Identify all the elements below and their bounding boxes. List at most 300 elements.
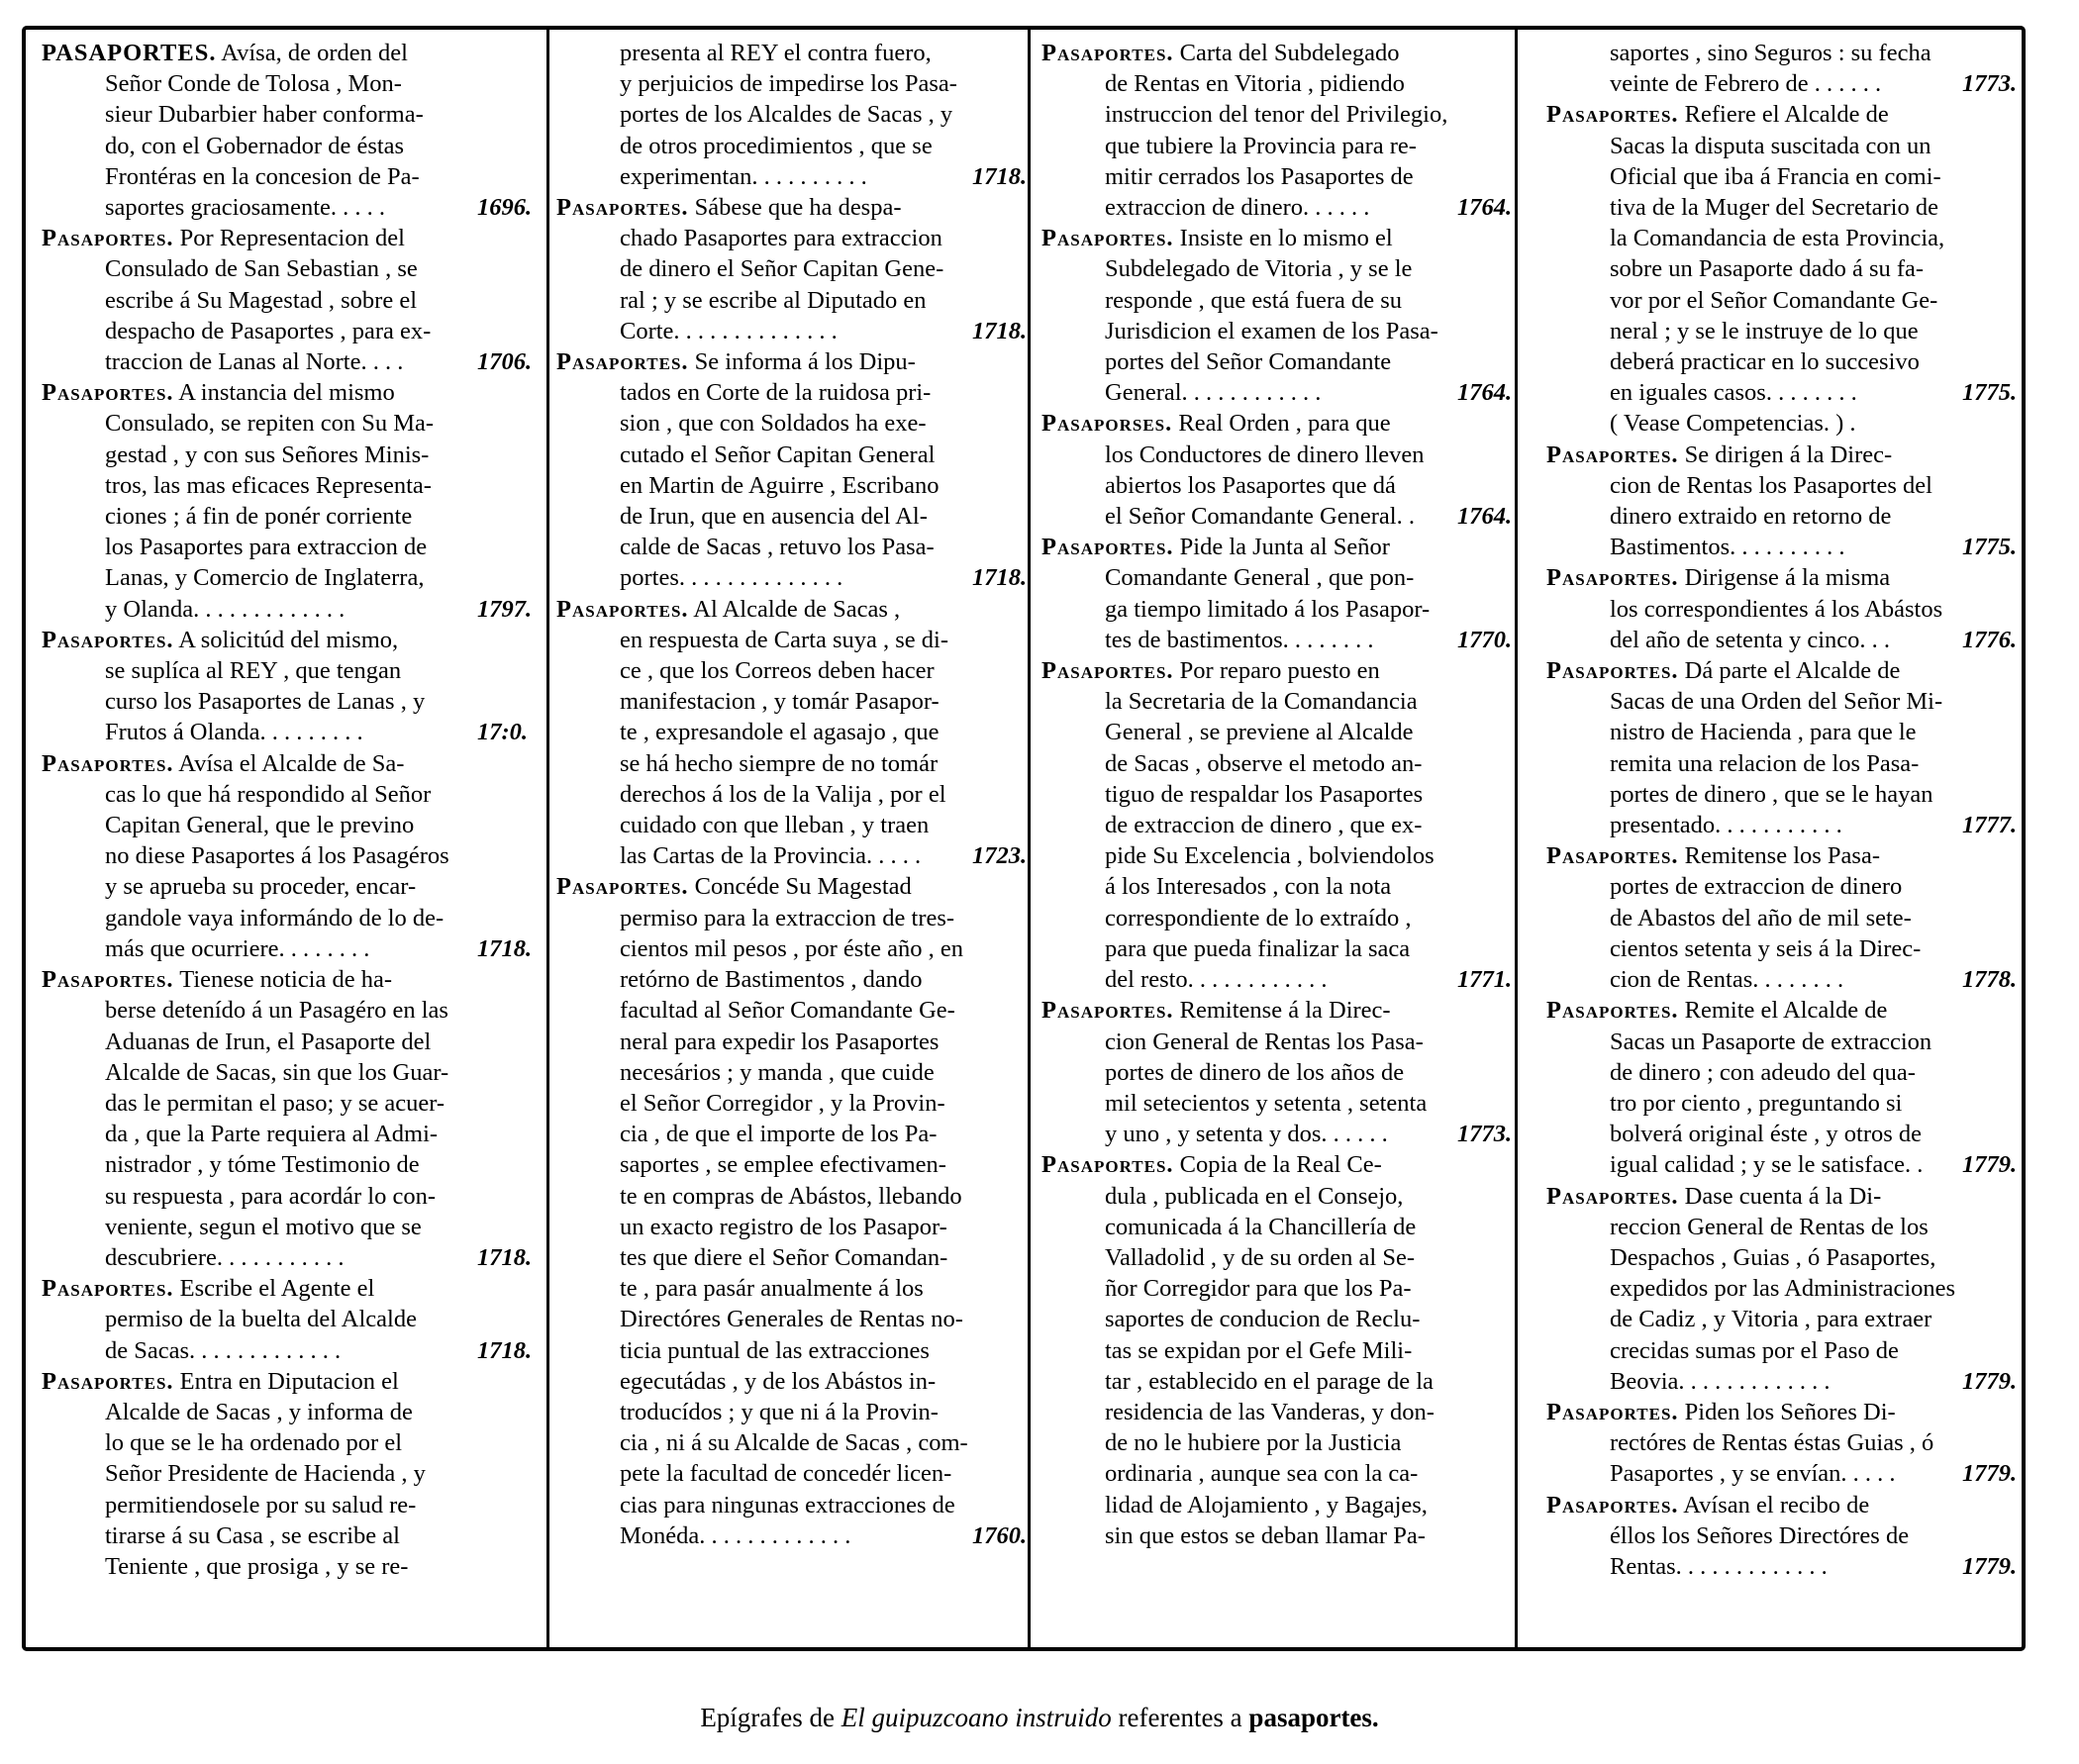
entry-keyword: Pasaportes. [556,873,689,901]
entry-text-line [1041,964,1513,995]
entry-text-line [42,440,537,470]
entry-text: Monéda. . . . . . . . . . . . . [620,1521,851,1549]
entry-heading-line [1041,995,1507,1026]
entry-text: de Rentas en Vitoria , pidiendo [1105,70,1405,98]
entry-text: sion , que con Soldados ha exe- [620,410,927,438]
index-column-4 [1546,38,2018,1582]
entry-text: Insiste en lo mismo el [1173,225,1393,252]
entry-text: cion de Rentas. . . . . . . . [1610,966,1844,994]
entry-keyword: Pasaportes. [42,966,174,994]
entry-text: reccion General de Rentas de los [1610,1213,1929,1240]
entry-text-line [1546,1366,2018,1397]
entry-text: escribe á Su Magestad , sobre el [105,286,417,314]
entry-keyword: Pasaportes. [42,749,174,777]
entry-keyword: Pasaportes. [1041,1151,1174,1179]
entry-text: Aduanas de Irun, el Pasaporte del [105,1028,432,1055]
entry-heading-line [1546,440,2012,470]
entry-heading-line [1546,840,2012,871]
entry-text: sobre un Pasaporte dado á su fa- [1610,255,1925,283]
entry-text-line [1041,562,1507,593]
entry-text-line [1041,346,1507,377]
entry-text: A solicitúd del mismo, [173,626,399,653]
entry-text-line [42,1119,537,1149]
entry-text: rectóres de Rentas éstas Guias , ó [1610,1429,1934,1457]
entry-text: A instancia del mismo [173,379,395,407]
entry-text: Corte. . . . . . . . . . . . . . [620,317,838,344]
entry-text: pete la facultad de concedér licen- [620,1460,952,1488]
entry-text: Entra en Diputacion el [173,1367,399,1395]
entry-text: saportes , se emplee efectivamen- [620,1151,946,1179]
entry-text: de Abastos del año de mil sete- [1610,904,1912,931]
entry-text: Refiere el Alcalde de [1678,101,1889,129]
entry-keyword: Pasaportes. [1546,1182,1679,1210]
entry-text-line [1546,779,2012,810]
entry-year: 1776. [1962,626,2018,653]
entry-text: correspondiente de lo extraído , [1105,904,1412,931]
entry-text: Señor Conde de Tolosa , Mon- [105,70,402,98]
entry-text: cia , de que el importe de los Pa- [620,1121,938,1148]
entry-text: descubriere. . . . . . . . . . . [105,1243,345,1271]
entry-text: Bastimentos. . . . . . . . . . [1610,534,1845,561]
entry-keyword: Pasaportes. [42,379,174,407]
entry-text: Valladolid , y de su orden al Se- [1105,1243,1415,1271]
entry-keyword: Pasaportes. [556,595,689,623]
entry-text-line [1546,470,2012,501]
entry-text-line [42,1335,537,1366]
entry-year: 1779. [1962,1552,2018,1580]
entry-text: de Cadiz , y Vitoria , para extraer [1610,1306,1932,1333]
entry-text: tados en Corte de la ruidosa pri- [620,379,932,407]
entry-text-line [1546,192,2012,223]
entry-heading-line [1546,995,2012,1026]
entry-text-line [556,316,1028,346]
entry-text-line [1041,1088,1507,1119]
entry-heading-line [42,38,537,68]
entry-text-line [42,1181,537,1212]
entry-text-line [42,840,537,871]
entry-text-line [42,1490,537,1520]
entry-text-line [1546,1057,2012,1088]
entry-text-line [556,903,1022,933]
entry-text-line [1041,501,1513,532]
entry-text: y Olanda. . . . . . . . . . . . . [105,595,346,623]
entry-year: 1773. [1457,1121,1513,1148]
entry-text-line [556,1212,1022,1242]
entry-text: ( Vease Competencias. ) . [1610,410,1856,438]
entry-text: Copia de la Real Ce- [1173,1151,1382,1179]
entry-text: Carta del Subdelegado [1173,40,1400,66]
entry-text: Remitense á la Direc- [1173,997,1391,1025]
caption-mid: referentes a [1111,1703,1249,1732]
entry-year: 1718. [972,564,1028,592]
entry-text: Frutos á Olanda. . . . . . . . . [105,719,363,746]
entry-text-line [1041,1458,1507,1489]
entry-text-line [1041,717,1507,747]
entry-text: cia , ni á su Alcalde de Sacas , com- [620,1429,968,1457]
entry-text-line [556,840,1028,871]
entry-text: los Pasaportes para extraccion de [105,534,428,561]
entry-text: te en compras de Abástos, llebando [620,1182,962,1210]
entry-text: derechos á los de la Valija , por el [620,780,946,808]
entry-text: en respuesta de Carta suya , se di- [620,626,948,653]
entry-keyword: Pasaportes. [42,1275,174,1303]
entry-text-line [42,903,537,933]
entry-text-line [556,532,1022,562]
entry-text-line [42,1212,537,1242]
entry-heading-line [1041,1149,1507,1180]
entry-text: sieur Dubarbier haber conforma- [105,101,424,129]
entry-text-line [1041,192,1513,223]
entry-text: dula , publicada en el Consejo, [1105,1182,1404,1210]
entry-year: 1775. [1962,534,2018,561]
entry-keyword: Pasaportes. [1041,225,1174,252]
entry-text-line [1546,964,2018,995]
entry-text-line [556,717,1022,747]
entry-text-line [1041,840,1507,871]
entry-text: Se informa á los Dipu- [688,348,916,376]
entry-text: veinte de Febrero de . . . . . . [1610,70,1882,98]
entry-text-line [1041,686,1507,717]
entry-text: de no le hubiere por la Justicia [1105,1429,1402,1457]
entry-keyword: Pasaporses. [1041,410,1173,438]
entry-year: 1718. [477,934,533,962]
entry-text-line [556,1057,1022,1088]
figure-caption [0,1703,2079,1733]
entry-year: 1770. [1457,626,1513,653]
entry-text-line [42,871,537,902]
entry-text: tas se expidan por el Gefe Mili- [1105,1336,1413,1364]
entry-text-line [1546,933,2012,964]
entry-keyword: Pasaportes. [1546,657,1679,685]
entry-text: pide Su Excelencia , bolviendolos [1105,842,1435,870]
entry-heading-line [1041,408,1507,439]
entry-text: Dase cuenta á la Di- [1678,1182,1882,1210]
entry-heading-line [42,1273,537,1304]
entry-text-line [1041,1397,1507,1427]
entry-text-line [556,1027,1022,1057]
entry-keyword: Pasaportes. [1546,101,1679,129]
entry-text-line [556,1366,1022,1397]
entry-text: Frontéras en la concesion de Pa- [105,162,420,190]
entry-text: de otros procedimientos , que se [620,132,933,159]
entry-text: nistrador , y tóme Testimonio de [105,1151,420,1179]
entry-text-line [1546,810,2018,840]
entry-keyword: Pasaportes. [42,1367,174,1395]
entry-text: curso los Pasaportes de Lanas , y [105,688,426,716]
entry-keyword: Pasaportes. [1546,564,1679,592]
entry-text: comunicada á la Chancillería de [1105,1213,1417,1240]
entry-text-line [42,995,537,1026]
entry-text-line [1041,933,1507,964]
entry-text: permiso de la buelta del Alcalde [105,1306,417,1333]
entry-text-line [556,38,1022,68]
entry-heading-line [42,964,537,995]
entry-text: General. . . . . . . . . . . . [1105,379,1322,407]
entry-text-line [556,810,1022,840]
entry-text-line [556,131,1022,161]
entry-text: mil setecientos y setenta , setenta [1105,1089,1428,1117]
entry-text: tar , establecido en el parage de la [1105,1367,1434,1395]
entry-text: Alcalde de Sacas, sin que los Guar- [105,1058,449,1086]
entry-heading-line [1546,1397,2012,1427]
entry-text-line [42,346,537,377]
entry-text: á los Interesados , con la nota [1105,873,1392,901]
entry-text-line [42,1088,537,1119]
entry-year: 1775. [1962,379,2018,407]
entry-text: te , expresandole el agasajo , que [620,719,940,746]
entry-text: expedidos por las Administraciones [1610,1275,1956,1303]
entry-year: 1706. [477,348,533,376]
entry-text: Dá parte el Alcalde de [1678,657,1901,685]
entry-text: cutado el Señor Capitan General [620,441,936,468]
entry-text-line [1546,532,2018,562]
entry-text: troducídos ; y que ni á la Provin- [620,1398,939,1425]
entry-keyword: Pasaportes. [1546,842,1679,870]
entry-text-line [556,501,1022,532]
entry-text-line [42,686,537,717]
entry-text: traccion de Lanas al Norte. . . . [105,348,404,376]
entry-year: 1718. [477,1336,533,1364]
entry-year: 1797. [477,595,533,623]
entry-text-line [1546,1119,2012,1149]
entry-text-line [556,1119,1022,1149]
entry-text-line [556,1458,1022,1489]
entry-text-line [42,1057,537,1088]
entry-text-line [1546,1088,2012,1119]
entry-text-line [1546,223,2012,253]
entry-text: da , que la Parte requiera al Admi- [105,1121,439,1148]
entry-text: de extraccion de dinero , que ex- [1105,812,1423,839]
entry-text: Tienese noticia de ha- [173,966,392,994]
entry-heading-line [1041,655,1507,686]
entry-text: sin que estos se deban llamar Pa- [1105,1521,1426,1549]
entry-text: permiso para la extraccion de tres- [620,904,955,931]
entry-heading-line [1041,532,1507,562]
entry-text-line [556,748,1022,779]
entry-text: te , para pasár anualmente á los [620,1275,924,1303]
entry-text: cion de Rentas los Pasaportes del [1610,471,1932,499]
entry-text-line [1041,470,1507,501]
entry-year: 1718. [477,1243,533,1271]
entry-text: de dinero el Señor Capitan Gene- [620,255,944,283]
entry-text-line [42,253,537,284]
caption-title: El guipuzcoano instruido [841,1703,1112,1732]
entry-text-line [1546,1149,2018,1180]
entry-text-line [556,562,1028,593]
column-divider [546,26,549,1651]
entry-text-line [556,408,1022,439]
entry-heading-line [556,594,1022,625]
entry-text-line [1546,748,2012,779]
entry-text: Lanas, y Comercio de Inglaterra, [105,564,425,592]
entry-text-line [1546,1304,2012,1334]
entry-text: gandole vaya informándo de lo de- [105,904,445,931]
entry-text-line [556,99,1022,130]
entry-text-line [42,161,537,192]
entry-text: Escribe el Agente el [173,1275,375,1303]
entry-text-line [42,1027,537,1057]
entry-heading-line [1546,1181,2012,1212]
entry-text: tes de bastimentos. . . . . . . . [1105,626,1374,653]
entry-text: General , se previene al Alcalde [1105,719,1414,746]
entry-heading-line [42,625,537,655]
entry-text: Sacas de una Orden del Señor Mi- [1610,688,1943,716]
entry-year: 1723. [972,842,1028,870]
entry-text-line [42,1397,537,1427]
entry-text: tiva de la Muger del Secretario de [1610,194,1938,222]
entry-text-line [1546,1335,2012,1366]
entry-text-line [1546,346,2012,377]
entry-text: Oficial que iba á Francia en comi- [1610,162,1941,190]
entry-keyword: Pasaportes. [1041,40,1174,66]
entry-text: presenta al REY el contra fuero, [620,40,932,66]
entry-text-line [1041,810,1507,840]
entry-text-line [556,625,1022,655]
entry-text-line [556,1304,1022,1334]
entry-text-line [1041,1366,1507,1397]
entry-text: Consulado, se repiten con Su Ma- [105,410,435,438]
entry-text: del año de setenta y cinco. . . [1610,626,1891,653]
entry-text-line [42,1242,537,1273]
entry-text-line [556,686,1022,717]
entry-text-line [1546,408,2012,439]
entry-text: egecutádas , y de los Abástos in- [620,1367,937,1395]
entry-text: Teniente , que prosiga , y se re- [105,1552,409,1580]
entry-text-line [1041,871,1507,902]
entry-text-line [556,285,1022,316]
entry-text: bolverá original éste , y otros de [1610,1121,1923,1148]
entry-text-line [556,253,1022,284]
entry-text: no diese Pasaportes á los Pasagéros [105,842,449,870]
entry-text: portes de dinero de los años de [1105,1058,1405,1086]
entry-text: calde de Sacas , retuvo los Pasa- [620,534,935,561]
entry-text-line [556,1520,1028,1551]
entry-text: tro por ciento , preguntando si [1610,1089,1903,1117]
entry-text: Por Representacion del [173,225,405,252]
entry-text: crecidas sumas por el Paso de [1610,1336,1899,1364]
entry-text-line [556,1149,1022,1180]
entry-text: el Señor Corregidor , y la Provin- [620,1089,945,1117]
entry-text-line [1546,717,2012,747]
entry-text: Piden los Señores Di- [1678,1398,1896,1425]
entry-text: ral ; y se escribe al Diputado en [620,286,927,314]
entry-text-line [1546,903,2012,933]
entry-text: se há hecho siempre de no tomár [620,749,939,777]
entry-text: Al Alcalde de Sacas , [688,595,901,623]
entry-text-line [556,223,1022,253]
entry-text: Comandante General , que pon- [1105,564,1415,592]
entry-text-line [1546,871,2012,902]
caption-pre: Epígrafes de [700,1703,842,1732]
entry-text-line [42,1304,537,1334]
entry-text: Dirigense á la misma [1678,564,1891,592]
entry-text-line [1041,1304,1507,1334]
entry-text: Capitan General, que le previno [105,812,415,839]
entry-year: 1779. [1962,1367,2018,1395]
entry-year: 1779. [1962,1460,2018,1488]
entry-text-line [1041,1490,1507,1520]
entry-text-line [42,562,537,593]
entry-text-line [1546,38,2012,68]
entry-text: saportes de conducion de Reclu- [1105,1306,1421,1333]
entry-text-line [42,933,537,964]
entry-text: mitir cerrados los Pasaportes de [1105,162,1414,190]
entry-text-line [42,655,537,686]
entry-text: tirarse á su Casa , se escribe al [105,1521,400,1549]
entry-text-line [1041,1181,1507,1212]
entry-text: Sacas un Pasaporte de extraccion [1610,1028,1932,1055]
entry-text: Se dirigen á la Direc- [1678,441,1893,468]
entry-keyword: Pasaportes. [1546,1398,1679,1425]
entry-text: gestad , y con sus Señores Minis- [105,441,430,468]
entry-text: de Sacas. . . . . . . . . . . . . [105,1336,342,1364]
entry-text-line [1041,748,1507,779]
entry-text: chado Pasaportes para extraccion [620,225,942,252]
entry-keyword: Pasaportes. [42,626,174,653]
entry-text: deberá practicar en lo succesivo [1610,348,1920,376]
index-column-3 [1041,38,1513,1551]
entry-text-line [1546,1458,2018,1489]
entry-text: tiguo de respaldar los Pasaportes [1105,780,1424,808]
entry-text-line [1041,1119,1513,1149]
entry-text: ciones ; á fin de ponér corriente [105,503,413,531]
entry-text: saportes graciosamente. . . . . [105,194,386,222]
entry-text: lidad de Alojamiento , y Bagajes, [1105,1491,1428,1519]
entry-text-line [42,810,537,840]
entry-text-line [42,99,537,130]
entry-text: Despachos , Guias , ó Pasaportes, [1610,1243,1936,1271]
entry-heading-line [1546,99,2012,130]
entry-heading-line [1546,655,2012,686]
entry-text: ga tiempo limitado á los Pasapor- [1105,595,1431,623]
entry-text: Avísa, de orden del [216,40,408,66]
entry-text: vor por el Señor Comandante Ge- [1610,286,1938,314]
entry-text: veniente, segun el motivo que se [105,1213,422,1240]
entry-text-line [42,779,537,810]
entry-text-line [556,68,1022,99]
entry-text-line [1546,594,2012,625]
entry-year: 1773. [1962,70,2018,98]
entry-text: en iguales casos. . . . . . . . [1610,379,1857,407]
entry-text-line [42,470,537,501]
entry-text: cion General de Rentas los Pasa- [1105,1028,1424,1055]
entry-text-line [556,779,1022,810]
entry-text-line [42,532,537,562]
entry-text-line [1546,316,2012,346]
entry-keyword: Pasaportes. [1546,1491,1679,1519]
entry-keyword: Pasaportes. [1041,657,1174,685]
entry-text: Señor Presidente de Hacienda , y [105,1460,426,1488]
entry-text: Pasaportes , y se envían. . . . . [1610,1460,1896,1488]
entry-text: tes que diere el Señor Comandan- [620,1243,948,1271]
entry-text: tros, las mas eficaces Representa- [105,471,432,499]
entry-text-line [1041,316,1507,346]
entry-text: de dinero ; con adeudo del qua- [1610,1058,1916,1086]
entry-year: 1777. [1962,812,2018,839]
entry-text: ce , que los Correos deben hacer [620,657,935,685]
entry-text: presentado. . . . . . . . . . . [1610,812,1842,839]
entry-heading-line [1546,1490,2012,1520]
entry-text: Remitense los Pasa- [1678,842,1880,870]
entry-text: más que ocurriere. . . . . . . . [105,934,370,962]
entry-text: retórno de Bastimentos , dando [620,966,923,994]
entry-text: nistro de Hacienda , para que le [1610,719,1917,746]
entry-text-line [42,1551,537,1582]
entry-text-line [42,408,537,439]
entry-text: Remite el Alcalde de [1678,997,1888,1025]
entry-keyword: Pasaportes. [1546,997,1679,1025]
entry-text-line [1041,377,1513,408]
